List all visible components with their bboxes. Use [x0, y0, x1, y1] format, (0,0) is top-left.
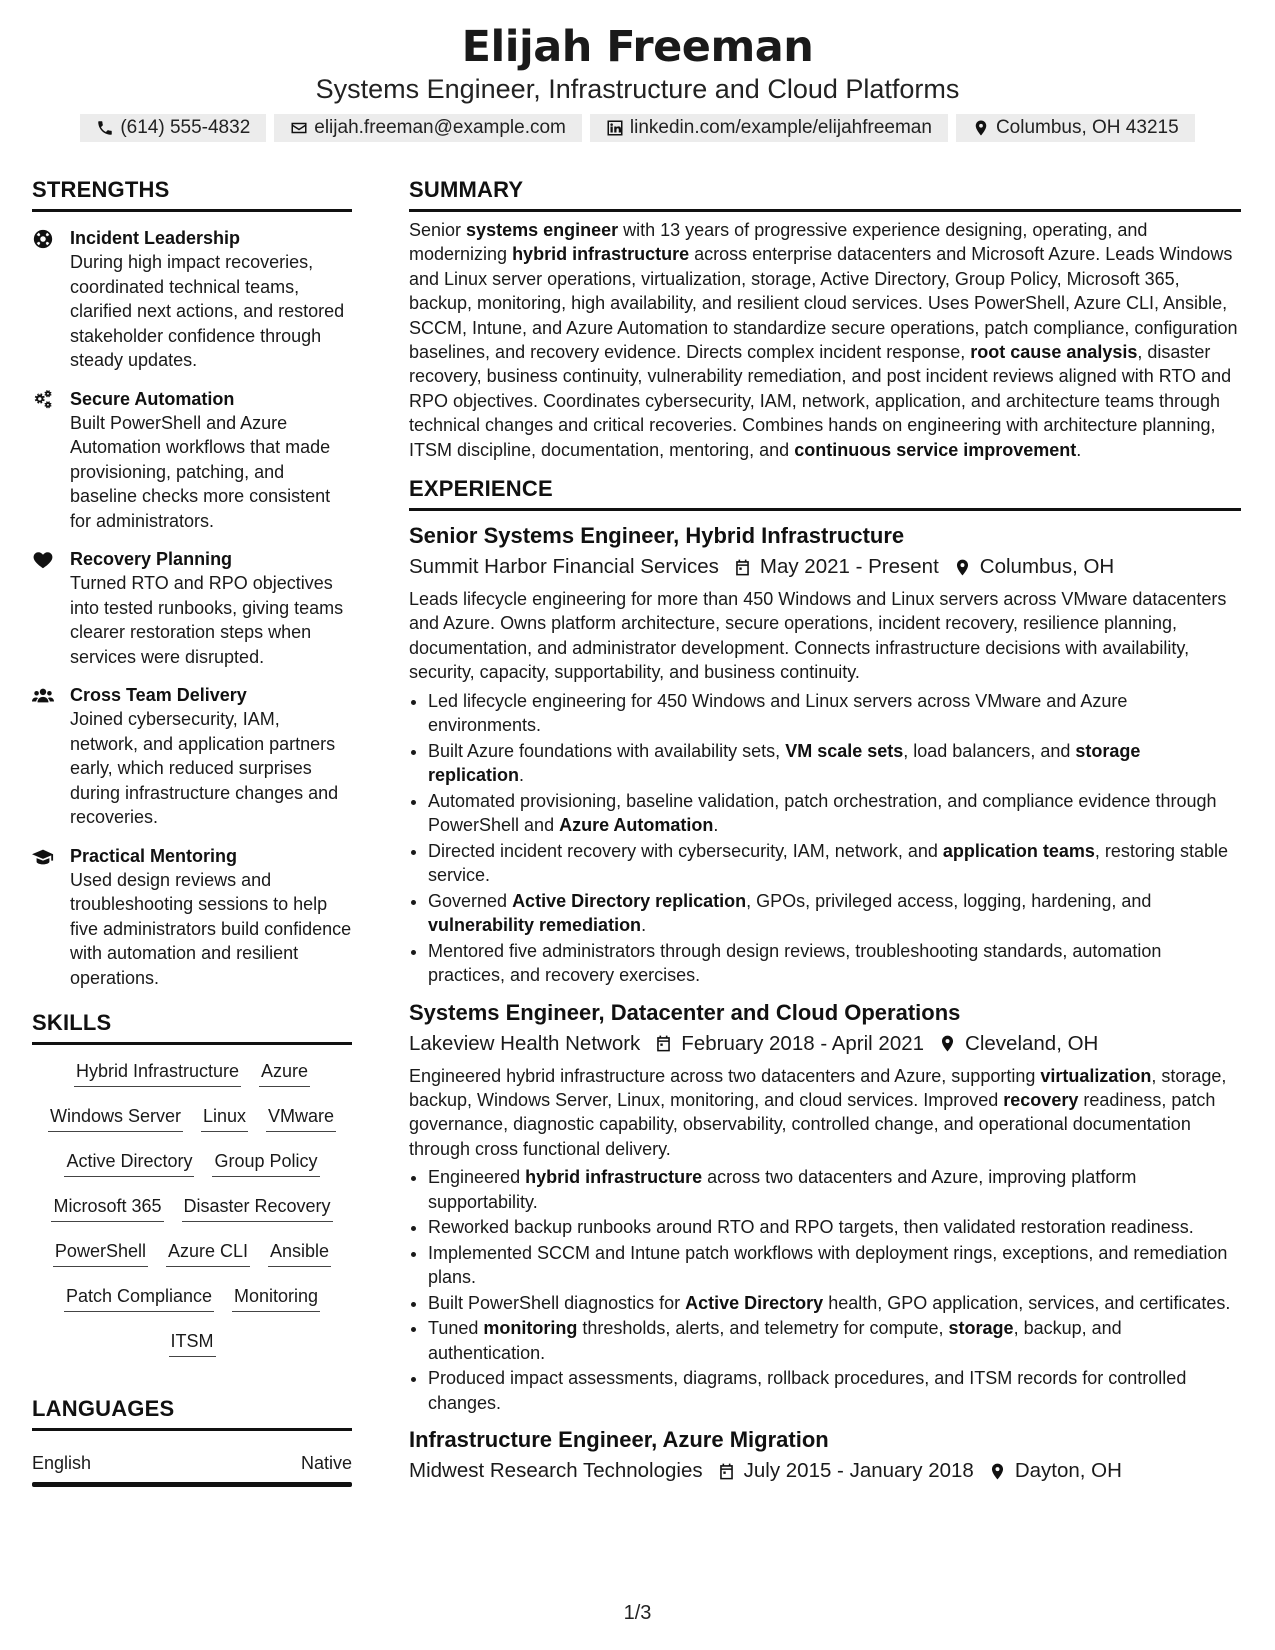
envelope-icon	[290, 119, 308, 137]
contact-text: linkedin.com/example/elijahfreeman	[629, 117, 932, 138]
strength-title: Recovery Planning	[70, 549, 233, 569]
gears-icon	[32, 387, 70, 534]
job-meta	[409, 1459, 1241, 1483]
phone-icon	[96, 119, 114, 137]
skill-row	[32, 1149, 352, 1194]
map-marker-icon	[972, 119, 990, 137]
job-entry	[409, 1000, 1241, 1416]
skill-tag: Ansible	[268, 1239, 331, 1267]
heart-icon	[32, 547, 70, 669]
skills-list	[32, 1059, 352, 1374]
contact-bar	[0, 114, 1275, 142]
language-name: English	[32, 1453, 92, 1473]
skill-tag: ITSM	[169, 1329, 216, 1357]
skill-row	[32, 1239, 352, 1284]
job-description: Leads lifecycle engineering for more than 450 Windows and Linux servers across VMware datacenters and Azure. Owns platform architecture, secure operations, incident recovery, resilience planning, documentation, and administrator development. Connects infrastructure decisions with availability, security, capacity, supportability, and business continuity.	[409, 589, 1227, 683]
skill-tag: Windows Server	[48, 1104, 183, 1132]
page-number: 1/3	[623, 1602, 652, 1624]
map-marker-icon	[974, 1462, 1015, 1481]
languages-heading: LANGUAGES	[32, 1396, 352, 1431]
job-bullets	[409, 1165, 1241, 1415]
job-description: Engineered hybrid infrastructure across two datacenters and Azure, supporting virtualization, storage, backup, Windows Server, Linux, monitoring, and cloud services. Improved recovery readiness, patch governance, diagnostic capability, observability, controlled change, and operational documentation through cross functional delivery.	[409, 1065, 1227, 1159]
strength-title: Practical Mentoring	[70, 845, 238, 866]
contact-chip[interactable]	[274, 114, 582, 142]
skill-tag: Active Directory	[64, 1149, 194, 1177]
map-marker-icon	[939, 558, 980, 577]
job-bullet: • Tuned monitoring thresholds, alerts, and telemetry for compute, storage, backup, and authentication.	[428, 1316, 1241, 1365]
strength-item	[32, 547, 352, 669]
job-bullet: • Produced impact assessments, diagrams, rollback procedures, and ITSM records for controlled changes.	[428, 1366, 1241, 1415]
skill-row	[32, 1194, 352, 1239]
calendar-icon	[719, 558, 760, 577]
job-dates: February 2018 - April 2021	[681, 1031, 925, 1055]
linkedin-icon	[606, 119, 624, 137]
summary-text: Senior systems engineer with 13 years of progressive experience designing, operating, and modernizing hybrid infrastructure across enterprise datacenters and Microsoft Azure. Leads Windows and Linux server operations, virtualization, storage, Active Directory, Group Policy, Microsoft 365, backup, monitoring, high availability, and resilient cloud services. Uses PowerShell, Azure CLI, Ansible, SCCM, Intune, and Azure Automation to standardize secure operations, patch compliance, configuration baselines, and recovery evidence. Directs complex incident response, root cause analysis, disaster recovery, business continuity, vulnerability remediation, and post incident reviews aligned with RTO and RPO objectives. Coordinates cybersecurity, IAM, network, application, and architecture teams through technical changes and critical recoveries. Combines hands on engineering with architecture planning, ITSM discipline, documentation, mentoring, and continuous service improvement.	[409, 220, 1238, 460]
strength-description: During high impact recoveries, coordinated technical teams, clarified next actions, and restored stakeholder confidence through steady updates.	[70, 252, 345, 370]
summary-heading: SUMMARY	[409, 177, 1241, 212]
right-column	[409, 177, 1241, 1483]
language-proficiency-bar	[32, 1482, 352, 1487]
strength-title: Cross Team Delivery	[70, 685, 247, 705]
language-level: Native	[300, 1453, 352, 1473]
job-bullet: • Engineered hybrid infrastructure across two datacenters and Azure, improving platform supportability.	[428, 1165, 1241, 1214]
skill-tag: Group Policy	[212, 1149, 319, 1177]
skill-tag: Azure CLI	[166, 1239, 250, 1267]
skill-tag: Monitoring	[232, 1284, 320, 1312]
job-title: Systems Engineer, Datacenter and Cloud Operations	[409, 999, 961, 1025]
job-title: Senior Systems Engineer, Hybrid Infrastructure	[409, 523, 905, 549]
job-bullet: • Built PowerShell diagnostics for Active Directory health, GPO application, services, and certificates.	[428, 1291, 1241, 1315]
calendar-icon	[703, 1462, 744, 1481]
strength-title: Incident Leadership	[70, 228, 241, 248]
skill-row	[32, 1284, 352, 1329]
skills-heading: SKILLS	[32, 1010, 352, 1045]
languages-list	[32, 1453, 352, 1487]
strength-description: Turned RTO and RPO objectives into tested runbooks, giving teams clearer restoration steps when services were disrupted.	[70, 573, 344, 667]
skill-tag: Hybrid Infrastructure	[74, 1059, 241, 1087]
experience-list	[409, 523, 1241, 1483]
skill-tag: Linux	[201, 1104, 248, 1132]
skill-row	[32, 1329, 352, 1374]
contact-text: Columbus, OH 43215	[995, 117, 1179, 138]
calendar-icon	[640, 1034, 681, 1053]
skill-tag: PowerShell	[53, 1239, 148, 1267]
job-dates: May 2021 - Present	[759, 555, 939, 579]
strength-body	[70, 226, 352, 373]
contact-chip[interactable]	[590, 114, 948, 142]
job-company: Lakeview Health Network	[409, 1031, 641, 1055]
skill-row	[32, 1104, 352, 1149]
strength-description: Used design reviews and troubleshooting sessions to help five administrators build confidence with automation and resilient operations.	[70, 869, 352, 988]
job-bullet: • Governed Active Directory replication, GPOs, privileged access, logging, hardening, and vulnerability remediation.	[428, 889, 1241, 938]
job-bullet: • Reworked backup runbooks around RTO and RPO targets, then validated restoration readiness.	[428, 1215, 1241, 1239]
contact-text: elijah.freeman@example.com	[314, 117, 566, 138]
job-bullet: • Directed incident recovery with cybersecurity, IAM, network, and application teams, restoring stable service.	[428, 839, 1241, 888]
contact-text: (614) 555-4832	[120, 117, 251, 138]
strengths-list	[32, 226, 352, 990]
experience-heading: EXPERIENCE	[409, 476, 1241, 511]
skill-tag: Azure	[259, 1059, 310, 1087]
contact-chip[interactable]	[956, 114, 1195, 142]
contact-chip[interactable]	[80, 114, 266, 142]
job-company: Midwest Research Technologies	[409, 1459, 703, 1483]
language-item	[32, 1453, 352, 1474]
job-meta	[409, 555, 1241, 579]
job-bullet: • Mentored five administrators through design reviews, troubleshooting standards, automation practices, and recovery exercises.	[428, 939, 1241, 988]
job-bullet: • Implemented SCCM and Intune patch workflows with deployment rings, exceptions, and remediation plans.	[428, 1241, 1241, 1290]
skill-row	[32, 1059, 352, 1104]
job-entry	[409, 523, 1241, 987]
skill-tag: Disaster Recovery	[182, 1194, 333, 1222]
job-location: Cleveland, OH	[965, 1031, 1099, 1055]
skill-tag: Microsoft 365	[51, 1194, 163, 1222]
job-entry	[409, 1427, 1241, 1483]
strength-body	[70, 387, 352, 534]
job-bullet: • Built Azure foundations with availability sets, VM scale sets, load balancers, and storage replication.	[428, 739, 1241, 788]
candidate-name: Elijah Freeman	[461, 22, 814, 72]
job-dates: July 2015 - January 2018	[743, 1459, 974, 1483]
strength-description: Joined cybersecurity, IAM, network, and application partners early, which reduced surprises during infrastructure changes and recoveries.	[70, 709, 339, 827]
job-location: Dayton, OH	[1014, 1459, 1122, 1483]
job-bullet: • Automated provisioning, baseline validation, patch orchestration, and compliance evidence through PowerShell and Azure Automation.	[428, 789, 1241, 838]
strengths-heading: STRENGTHS	[32, 177, 352, 212]
skill-tag: Patch Compliance	[64, 1284, 214, 1312]
users-icon	[32, 683, 70, 830]
strength-item	[32, 844, 352, 991]
strength-body	[70, 547, 352, 669]
life-ring-icon	[32, 226, 70, 373]
job-company: Summit Harbor Financial Services	[409, 555, 719, 579]
job-title: Infrastructure Engineer, Azure Migration	[409, 1427, 829, 1453]
job-bullets	[409, 689, 1241, 988]
map-marker-icon	[924, 1034, 965, 1053]
candidate-title: Systems Engineer, Infrastructure and Cloud Platforms	[315, 74, 960, 104]
strength-body	[70, 683, 352, 830]
job-meta	[409, 1032, 1241, 1056]
strength-title: Secure Automation	[70, 388, 235, 409]
strength-item	[32, 387, 352, 534]
skill-tag: VMware	[266, 1104, 336, 1132]
job-bullet: • Led lifecycle engineering for 450 Windows and Linux servers across VMware and Azure environments.	[428, 689, 1241, 738]
strength-item	[32, 226, 352, 373]
graduation-cap-icon	[32, 844, 70, 991]
left-column	[32, 177, 352, 1487]
strength-body	[70, 844, 352, 991]
strength-description: Built PowerShell and Azure Automation workflows that made provisioning, patching, and baseline checks more consistent for administrators.	[70, 412, 331, 531]
strength-item	[32, 683, 352, 830]
job-location: Columbus, OH	[979, 555, 1115, 579]
